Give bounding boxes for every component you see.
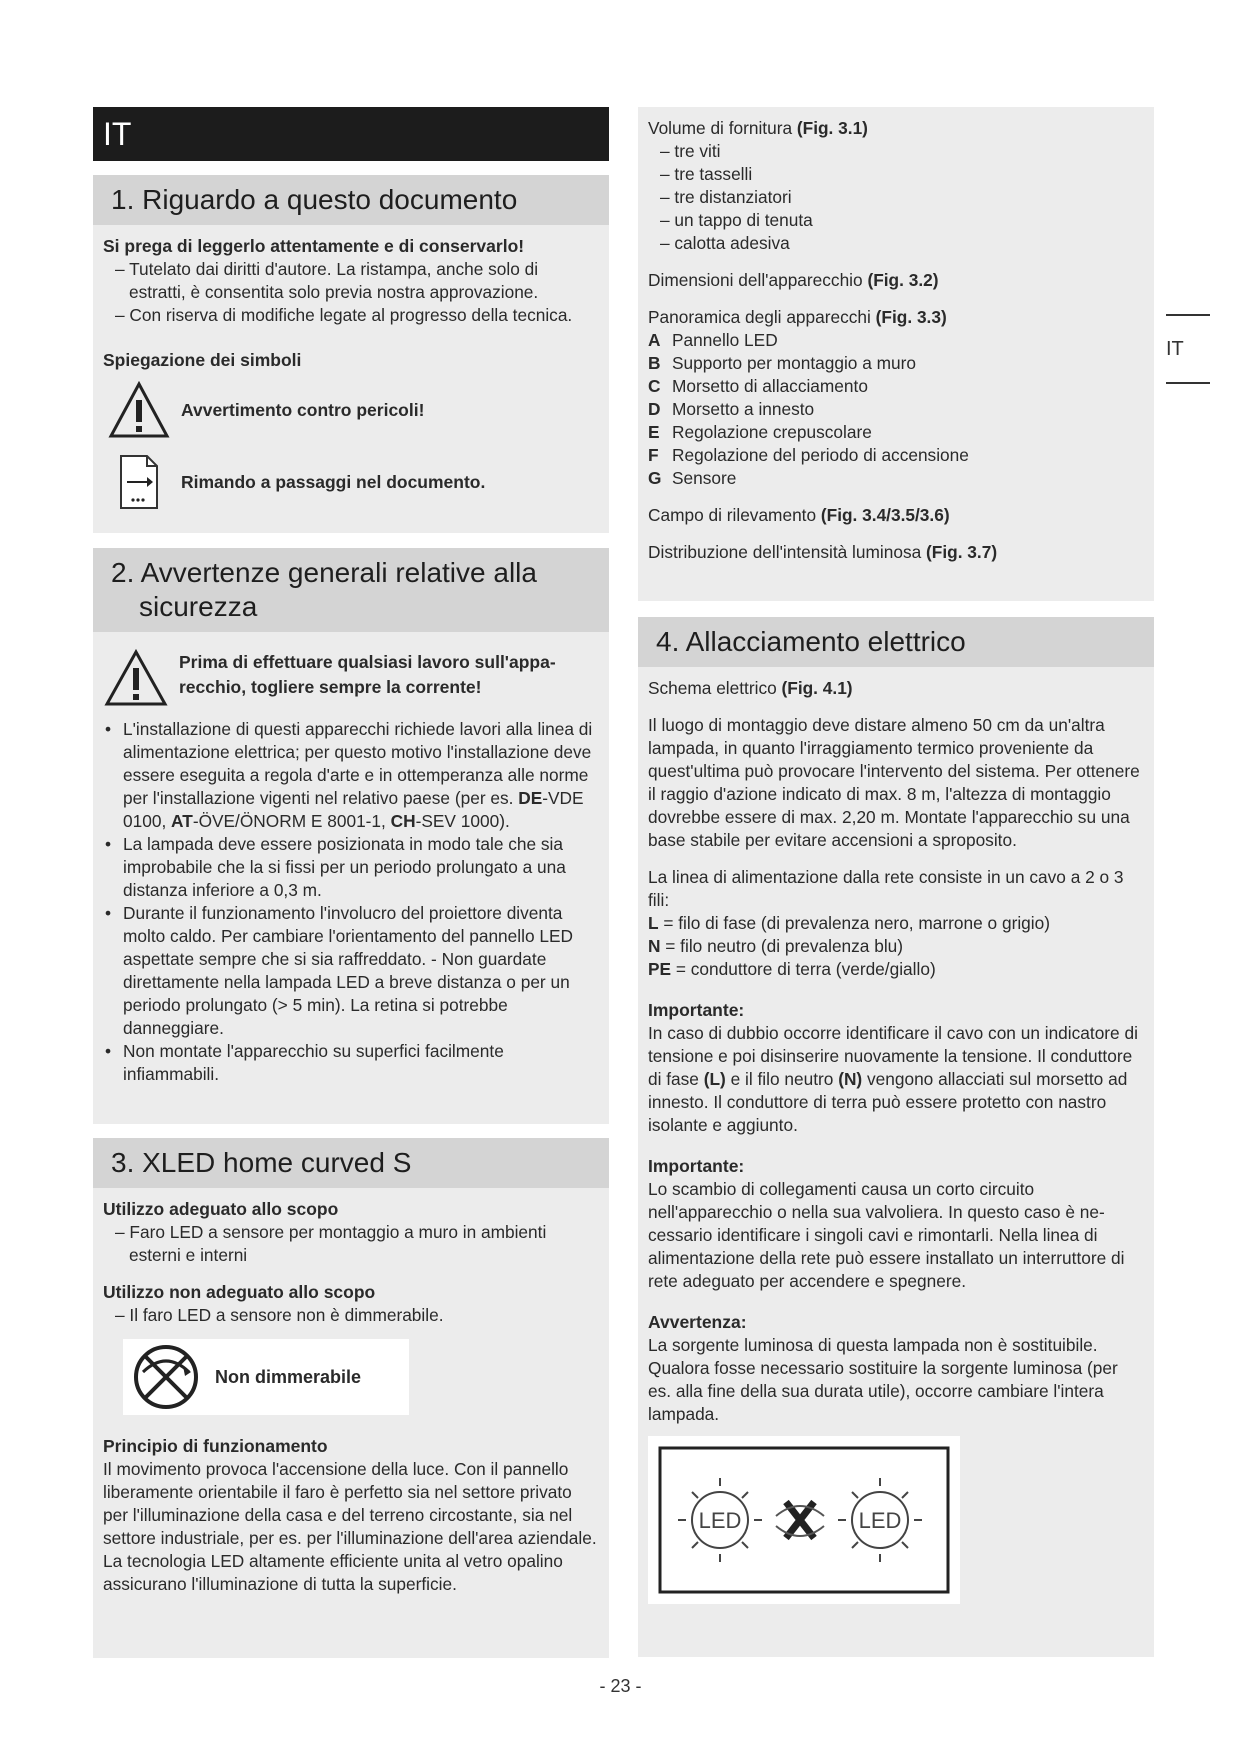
supply-heading: Volume di fornitura (Fig. 3.1)	[648, 118, 868, 138]
list-item: – tre viti	[660, 141, 721, 161]
overview-item: A Pannello LED	[648, 330, 778, 350]
symbol-reference-row	[107, 452, 599, 512]
led-label-left: LED	[698, 1508, 742, 1533]
distribution-heading: Distribuzione dell'intensità luminosa (Fig. 3.7)	[648, 542, 998, 562]
misuse-title: Utilizzo non adeguato allo scopo	[103, 1282, 376, 1302]
wire-n: N = filo neutro (di prevalenza blu)	[648, 936, 904, 956]
overview-item: F Regolazione del periodo di accensione	[648, 445, 969, 465]
led-not-replaceable-figure	[648, 1436, 960, 1604]
list-item: • Durante il funzionamento l'involucro del proiettore diventa molto caldo. Per cambiare l'orientamento del pannello LED aspettate sempre che si sia raffreddato. - Non guardate direttamente nella lampada LED a breve distanza o per un periodo prolungato (> 5 min). La retina si potrebbe danneggiare.	[103, 902, 599, 1040]
symbol-reference-label: Rimando a passaggi nel documento.	[181, 471, 486, 492]
principle-title: Principio di funzionamento	[103, 1436, 328, 1456]
use-title: Utilizzo adeguato allo scopo	[103, 1199, 339, 1219]
supply-line-text: La linea di alimentazione dalla rete consiste in un cavo a 2 o 3 fili:	[648, 867, 1124, 910]
symbol-warning-label: Avvertimento contro pericoli!	[181, 399, 425, 420]
replace-forbidden-icon	[776, 1502, 824, 1538]
non-dimmable-label: Non dimmerabile	[215, 1366, 362, 1387]
list-item: – un tappo di tenuta	[660, 210, 813, 230]
section-1-panel	[93, 175, 609, 533]
overview-item: D Morsetto a innesto	[648, 399, 815, 419]
overview-item: G Sensore	[648, 468, 737, 488]
symbol-warning-row	[107, 380, 599, 440]
list-item: • La lampada deve essere posizionata in modo tale che sia improbabile che la si fissi per un periodo prolungato a una distanza inferiore a 0,3 m.	[103, 833, 599, 902]
list-item: – tre distanziatori	[660, 187, 792, 207]
schema-heading: Schema elettrico (Fig. 4.1)	[648, 678, 853, 698]
warning-triangle-icon	[107, 380, 171, 440]
section-1-title: 1. Riguardo a questo documento	[93, 175, 609, 225]
wire-l: L = filo di fase (di prevalenza nero, marrone o grigio)	[648, 913, 1050, 933]
list-item: – Il faro LED a sensore non è dimmerabile.	[115, 1305, 444, 1325]
mounting-text: Il luogo di montaggio deve distare almeno 50 cm da un'altra lampada, in quanto l'irraggiamento termico proveniente da quest'ultima può provocare l'intervento del sistema. Per ottenere il raggio d'azione indicato di max. 8 m, l'altezza di montaggio dovrebbe essere di max. 2,20 m. Montate l'apparecchio su una base stabile per evitare accensioni a sproposito.	[648, 715, 1140, 850]
list-item: – tre tasselli	[660, 164, 753, 184]
warning-triangle-icon	[103, 648, 169, 708]
warning-title: Avvertenza:	[648, 1312, 747, 1332]
led-bulb-icon	[838, 1478, 922, 1562]
wire-pe: PE = conduttore di terra (verde/giallo)	[648, 959, 936, 979]
important-2-text: Lo scambio di collegamenti causa un corto circuito nell'apparecchio o nella sua valvoliera. In questo caso è necessario identificare i singoli cavi e rimontarli. Nella linea di alimentazione della rete può essere installato un interruttore di rete adeguato per accendere e spegnere.	[648, 1179, 1125, 1291]
section-3-title: 3. XLED home curved S	[93, 1138, 609, 1188]
non-dimmable-icon	[131, 1342, 201, 1412]
section-2-title: 2. Avvertenze generali relative alla sicurezza	[93, 548, 609, 632]
section-3-continued-panel	[638, 107, 1154, 601]
section-2-warning-text: Prima di effettuare qualsiasi lavoro sull'apparecchio, togliere sempre la corrente!	[179, 652, 556, 697]
led-label-right: LED	[858, 1508, 902, 1533]
section-2-panel	[93, 548, 609, 1124]
range-heading: Campo di rilevamento (Fig. 3.4/3.5/3.6)	[648, 505, 950, 525]
led-replace-icon	[648, 1436, 960, 1604]
overview-item: E Regolazione crepuscolare	[648, 422, 872, 442]
list-item: • Non montate l'apparecchio su superfici facilmente infiammabili.	[103, 1040, 599, 1086]
warning-text: La sorgente luminosa di questa lampada non è sostituibile. Qualora fosse necessario sostituire la sorgente luminosa (per es. alla fine della sua durata utile), occorre cambiare l'intera lampada.	[648, 1335, 1118, 1424]
section-3-panel	[93, 1138, 609, 1658]
document-reference-icon	[107, 452, 171, 512]
list-item: – Con riserva di modifiche legate al progresso della tecnica.	[115, 305, 573, 325]
list-item: – Faro LED a sensore per montaggio a muro in ambienti esterni e interni	[115, 1222, 547, 1265]
symbols-title: Spiegazione dei simboli	[103, 350, 302, 370]
list-item: – calotta adesiva	[660, 233, 790, 253]
important-1-text: In caso di dubbio occorre identificare il cavo con un indicatore di tensione e poi disinserire nuovamente la tensione. Il conduttore di fase (L) e il filo neutro (N) vengono allacciati sul morsetto ad innesto. Il conduttore di terra può essere protetto con nastro isolante e aggiunto.	[648, 1023, 1138, 1135]
list-item: – Tutelato dai diritti d'autore. La ristampa, anche solo di estratti, è consentita solo previa nostra approvazione.	[115, 259, 539, 302]
language-header: IT	[93, 107, 609, 161]
overview-item: B Supporto per montaggio a muro	[648, 353, 917, 373]
section-4-title: 4. Allacciamento elettrico	[638, 617, 1154, 667]
section-2-warning	[103, 648, 599, 708]
section-4-panel	[638, 617, 1154, 1657]
list-item: • L'installazione di questi apparecchi richiede lavori alla linea di alimentazione elettrica; per questo motivo l'installazione deve essere eseguita a regola d'arte e in ottemperanza alle norme per l'installazione vigenti nel relativo paese (per es. DE-VDE 0100, AT-ÖVE/ÖNORM E 8001-1, CH-SEV 1000).	[103, 718, 599, 833]
language-side-tab: IT	[1166, 314, 1210, 384]
led-bulb-icon	[678, 1478, 762, 1562]
non-dimmable-box	[123, 1339, 409, 1415]
principle-text: Il movimento provoca l'accensione della luce. Con il pannello liberamente orientabile il faro è perfetto sia nel settore privato per l'illuminazione della casa e del terreno circostante, sia nel settore industriale, per es. per l'illuminazione dell'area aziendale. La tecnologia LED altamente efficiente unita al vetro opalino assicurano l'illuminazione di tutta la superficie.	[103, 1459, 597, 1594]
section-1-intro: Si prega di leggerlo attentamente e di conservarlo!	[103, 236, 525, 256]
important-2-title: Importante:	[648, 1156, 745, 1176]
overview-item: C Morsetto di allacciamento	[648, 376, 868, 396]
overview-heading: Panoramica degli apparecchi (Fig. 3.3)	[648, 307, 947, 327]
dimensions-heading: Dimensioni dell'apparecchio (Fig. 3.2)	[648, 270, 939, 290]
page-number: - 23 -	[599, 1676, 642, 1696]
important-1-title: Importante:	[648, 1000, 745, 1020]
